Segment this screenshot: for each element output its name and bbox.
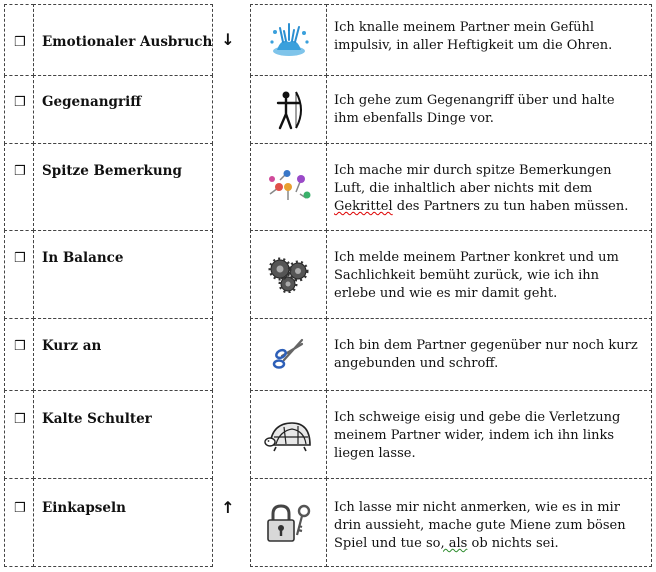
gears-icon bbox=[266, 257, 312, 293]
arrow-up-icon: ↑ bbox=[221, 498, 235, 517]
row-description: Ich knalle meinem Partner mein Gefühl impulsiv, in aller Heftigkeit um die Ohren. bbox=[334, 20, 613, 53]
row-label: Gegenangriff bbox=[42, 94, 142, 110]
pushpins-icon bbox=[266, 170, 312, 204]
row-6-icon-cell bbox=[250, 390, 327, 479]
splash-icon bbox=[267, 22, 311, 58]
checkbox[interactable]: ❒ bbox=[14, 412, 26, 427]
row-3-label-cell bbox=[33, 143, 213, 231]
desc-text: ob nichts sei. bbox=[467, 536, 559, 551]
row-7-description-cell bbox=[326, 478, 652, 567]
row-description: Ich melde meinem Partner konkret und um Sachlichkeit bemüht zurück, wie ich ihn erlebe und wie es mir damit geht. bbox=[334, 250, 619, 301]
grammar-check-word: , als bbox=[440, 536, 468, 551]
row-3-checkbox-cell bbox=[4, 143, 34, 231]
row-7-checkbox-cell bbox=[4, 478, 34, 567]
row-5-label-cell bbox=[33, 318, 213, 391]
scissors-icon bbox=[272, 338, 306, 372]
row-5-description-cell bbox=[326, 318, 652, 391]
turtle-shell-icon bbox=[264, 417, 314, 453]
arrow-down-icon: ↓ bbox=[221, 30, 235, 49]
archer-icon bbox=[274, 90, 304, 130]
checkbox[interactable]: ❒ bbox=[14, 339, 26, 354]
row-6-description-cell bbox=[326, 390, 652, 479]
row-2-label-cell bbox=[33, 75, 213, 144]
row-1-checkbox-cell bbox=[4, 4, 34, 76]
row-2-checkbox-cell bbox=[4, 75, 34, 144]
row-description bbox=[334, 162, 643, 216]
row-1-icon-cell bbox=[250, 4, 327, 76]
row-label: Kalte Schulter bbox=[42, 411, 152, 427]
desc-text: Ich mache mir durch spitze Bemerkungen Luft, die inhaltlich aber nichts mit dem bbox=[334, 163, 612, 196]
desc-text: Ich lasse mir nicht anmerken, wie es in mir drin aussieht, mache gute Miene zum bösen Spiel und tue so bbox=[334, 500, 626, 551]
row-description: Ich gehe zum Gegenangriff über und halte ihm ebenfalls Dinge vor. bbox=[334, 93, 615, 126]
row-description bbox=[334, 499, 643, 553]
row-5-icon-cell bbox=[250, 318, 327, 391]
row-3-description-cell bbox=[326, 143, 652, 231]
row-description: Ich schweige eisig und gebe die Verletzung meinem Partner wider, indem ich ihn links liegen lasse. bbox=[334, 410, 621, 461]
desc-text: des Partners zu tun haben müssen. bbox=[392, 199, 629, 214]
row-4-icon-cell bbox=[250, 230, 327, 319]
row-1-description-cell bbox=[326, 4, 652, 76]
checkbox[interactable]: ❒ bbox=[14, 251, 26, 266]
row-label: Einkapseln bbox=[42, 500, 126, 516]
row-4-label-cell bbox=[33, 230, 213, 319]
row-2-icon-cell bbox=[250, 75, 327, 144]
row-label: Emotionaler Ausbruch bbox=[42, 34, 213, 50]
checkbox[interactable]: ❒ bbox=[14, 95, 26, 110]
checkbox[interactable]: ❒ bbox=[14, 501, 26, 516]
row-7-label-cell bbox=[33, 478, 213, 567]
row-5-checkbox-cell bbox=[4, 318, 34, 391]
row-2-description-cell bbox=[326, 75, 652, 144]
row-label: Kurz an bbox=[42, 338, 102, 354]
spellcheck-word: Gekrittel bbox=[334, 199, 393, 214]
row-label: In Balance bbox=[42, 250, 124, 266]
row-label: Spitze Bemerkung bbox=[42, 163, 182, 179]
checkbox[interactable]: ❒ bbox=[14, 35, 26, 50]
row-6-checkbox-cell bbox=[4, 390, 34, 479]
row-7-icon-cell bbox=[250, 478, 327, 567]
padlock-icon bbox=[264, 503, 314, 543]
row-6-label-cell bbox=[33, 390, 213, 479]
row-4-checkbox-cell bbox=[4, 230, 34, 319]
row-description: Ich bin dem Partner gegenüber nur noch kurz angebunden und schroff. bbox=[334, 338, 638, 371]
checkbox[interactable]: ❒ bbox=[14, 164, 26, 179]
row-1-label-cell bbox=[33, 4, 213, 76]
row-4-description-cell bbox=[326, 230, 652, 319]
row-3-icon-cell bbox=[250, 143, 327, 231]
